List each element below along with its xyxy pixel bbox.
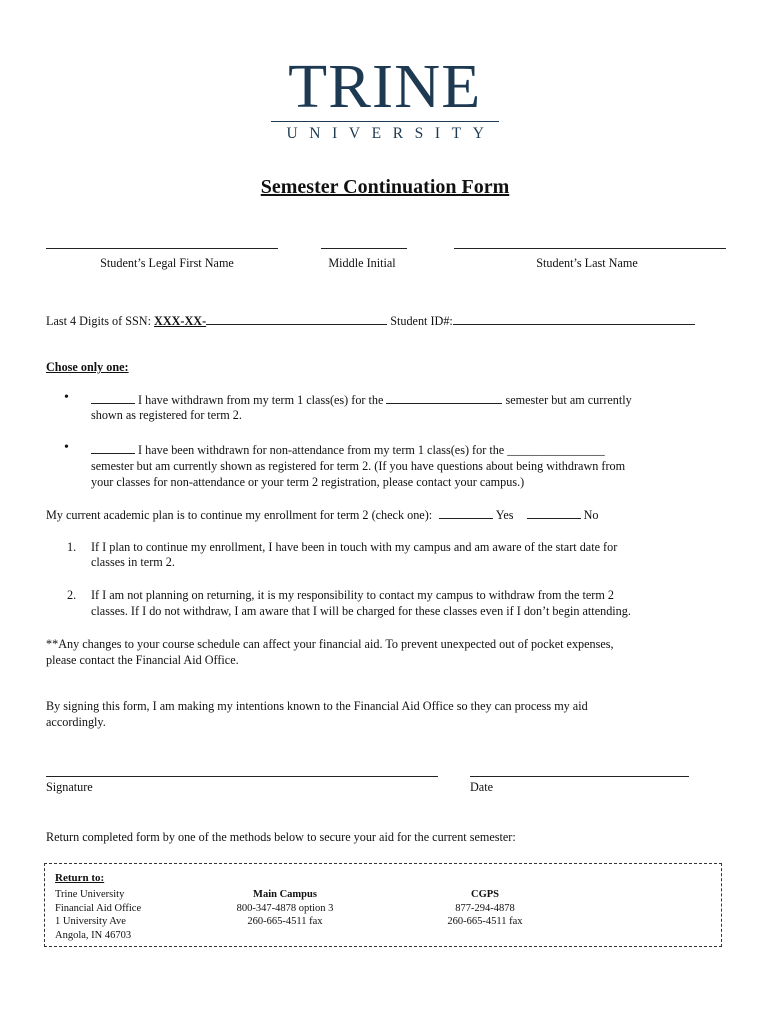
signing-statement-line2: accordingly. <box>46 715 106 729</box>
return-to-heading: Return to: <box>55 872 105 884</box>
ssn-row <box>46 313 736 329</box>
last-name-field[interactable] <box>454 248 726 249</box>
bullet-icon: • <box>64 440 69 455</box>
student-id-label: Student ID#: <box>390 314 453 328</box>
plan-no-check[interactable] <box>527 507 581 519</box>
last-name-label: Student’s Last Name <box>536 256 638 270</box>
middle-initial-field[interactable] <box>321 248 407 249</box>
signature-field[interactable] <box>46 776 438 777</box>
logo-rule <box>271 121 499 122</box>
main-campus-phone: 800-347-4878 option 3 <box>236 902 334 914</box>
return-address <box>55 888 225 942</box>
statement-number: 1. <box>67 540 77 554</box>
statement-continue-line1: If I plan to continue my enrollment, I have been in touch with my campus and am aware of the start date for <box>91 540 618 554</box>
main-campus-fax: 260-665-4511 fax <box>247 916 323 927</box>
statement-continue-line2: classes in term 2. <box>91 555 175 569</box>
ssn-label: Last 4 Digits of SSN: <box>46 314 155 328</box>
option-withdrawn <box>91 392 731 408</box>
academic-plan-row <box>46 507 736 523</box>
plan-yes-label: Yes <box>495 508 514 522</box>
option-nonattendance <box>91 442 731 458</box>
financial-aid-notice-line2: please contact the Financial Aid Office. <box>46 653 239 667</box>
option-withdrawn-check[interactable] <box>91 392 135 404</box>
option-withdrawn-semester-input[interactable] <box>386 392 502 404</box>
main-campus-contact <box>205 888 365 929</box>
choose-heading: Chose only one: <box>46 360 129 374</box>
statement-number: 2. <box>67 588 77 602</box>
first-name-field[interactable] <box>46 248 278 249</box>
option-withdrawn-text-end: semester but am currently <box>505 393 632 407</box>
ssn-input[interactable] <box>206 313 387 325</box>
date-label: Date <box>470 780 494 794</box>
cgps-title: CGPS <box>470 889 499 900</box>
address-line: Financial Aid Office <box>55 902 142 914</box>
option-withdrawn-line2: shown as registered for term 2. <box>91 408 242 422</box>
financial-aid-notice-line1: **Any changes to your course schedule can affect your financial aid. To prevent unexpected out of pocket expenses, <box>46 637 614 651</box>
plan-yes-check[interactable] <box>439 507 493 519</box>
logo-subtitle: UNIVERSITY <box>286 125 496 143</box>
address-line: Trine University <box>55 889 125 900</box>
statement-withdraw-line2: classes. If I do not withdraw, I am aware that I will be charged for these classes even if I don’t begin attending. <box>91 604 631 618</box>
statement-withdraw-line1: If I am not planning on returning, it is my responsibility to contact my campus to withdraw from the term 2 <box>91 588 614 602</box>
option-nonattendance-line3: your classes for non-attendance or your term 2 registration, please contact your campus.) <box>91 475 525 489</box>
student-id-input[interactable] <box>453 313 695 325</box>
trine-university-logo <box>0 53 770 143</box>
bullet-icon: • <box>64 390 69 405</box>
academic-plan-text: My current academic plan is to continue my enrollment for term 2 (check one): <box>46 508 433 522</box>
main-campus-title: Main Campus <box>253 889 317 900</box>
middle-initial-label: Middle Initial <box>328 256 396 270</box>
cgps-phone: 877-294-4878 <box>455 902 515 914</box>
signing-statement-line1: By signing this form, I am making my intentions known to the Financial Aid Office so they can process my aid <box>46 699 588 713</box>
cgps-fax: 260-665-4511 fax <box>447 916 523 927</box>
date-field[interactable] <box>470 776 689 777</box>
option-nonattendance-text: I have been withdrawn for non-attendance from my term 1 class(es) for the <box>138 443 505 457</box>
return-to-box <box>44 863 722 947</box>
logo-name: TRINE <box>288 53 482 121</box>
plan-no-label: No <box>583 508 599 522</box>
address-line: 1 University Ave <box>55 916 126 927</box>
signature-label: Signature <box>46 780 93 794</box>
return-instructions: Return completed form by one of the methods below to secure your aid for the current semester: <box>46 830 516 844</box>
ssn-prefix: XXX-XX- <box>154 314 207 328</box>
option-withdrawn-text: I have withdrawn from my term 1 class(es) for the <box>138 393 384 407</box>
option-nonattendance-check[interactable] <box>91 442 135 454</box>
cgps-contact <box>420 888 550 929</box>
option-nonattendance-line2: semester but am currently shown as registered for term 2. (If you have questions about being withdrawn from <box>91 459 626 473</box>
first-name-label: Student’s Legal First Name <box>100 256 234 270</box>
option-nonattendance-semester-input[interactable]: ________________ <box>507 443 605 457</box>
form-title: Semester Continuation Form <box>260 176 510 198</box>
address-line: Angola, IN 46703 <box>55 929 132 941</box>
